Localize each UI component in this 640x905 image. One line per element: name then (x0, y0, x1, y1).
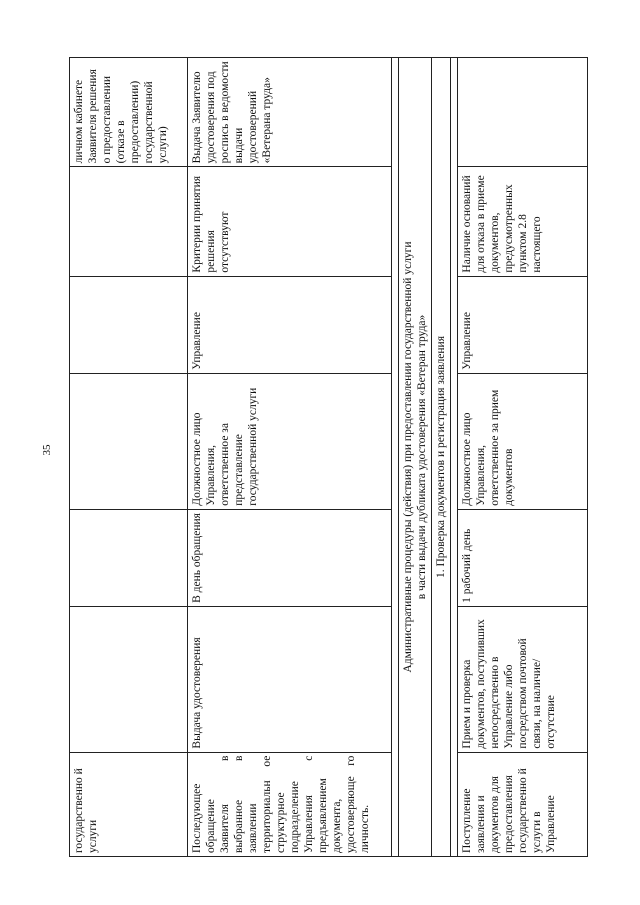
page-number: 35 (41, 444, 53, 456)
cell-top-empty-5 (70, 276, 188, 373)
cell-top-result: личном кабинете Заявителя решения о предоставлении (отказе в предоставлении) государственной услуги) (70, 58, 188, 167)
cell-top-empty-6 (70, 167, 188, 276)
table-row-spacer (392, 58, 399, 857)
procedure-table-container (69, 57, 565, 857)
cell-repeat-action: Выдача удостоверения (188, 606, 392, 752)
cell-receipt-result (458, 58, 588, 167)
cell-repeat-place: Управление (188, 276, 392, 373)
cell-top-step: государственно й услуги (70, 752, 188, 856)
spacer-cell-2 (451, 58, 458, 857)
table-row-section-heading (399, 58, 432, 857)
cell-repeat-official: Должностное лицо Управления, ответственное за представление государственной услуги (188, 373, 392, 509)
procedure-table (69, 57, 588, 857)
cell-repeat-result: Выдача Заявителю удостоверения под роспись в ведомости выдачи удостоверений «Ветерана труда» (188, 58, 392, 167)
table-row-repeat-visit (188, 58, 392, 857)
cell-repeat-step: Последующее обращение Заявителя в выбранное в заявлении территориальн ое структурное подразделение Управления с предъявлением документа, удостоверяюще го личность. (188, 752, 392, 856)
subsection-heading: 1. Проверка документов и регистрация заявления (432, 58, 451, 857)
cell-repeat-criteria: Критерии принятия решения отсутствуют (188, 167, 392, 276)
cell-receipt-step: Поступление заявления и документов для предоставления государственно й услуги в Управление (458, 752, 588, 856)
cell-receipt-term: 1 рабочий день (458, 509, 588, 606)
cell-receipt-official: Должностное лицо Управления, ответственное за прием документов (458, 373, 588, 509)
section-heading (399, 58, 432, 857)
cell-top-empty-2 (70, 606, 188, 752)
cell-top-empty-4 (70, 373, 188, 509)
cell-receipt-criteria: Наличие оснований для отказа в приеме документов, предусмотренных пунктом 2.8 настоящего (458, 167, 588, 276)
cell-top-empty-3 (70, 509, 188, 606)
section-heading-line-2: в части выдачи дубликата удостоверения «Ветеран труда» (416, 314, 428, 600)
cell-repeat-term: В день обращения (188, 509, 392, 606)
table-row-subsection-heading (432, 58, 451, 857)
cell-receipt-action: Прием и проверка документов, поступивших непосредственно в Управление либо посредством почтовой связи, на наличие/отсутствие (458, 606, 588, 752)
cell-receipt-place: Управление (458, 276, 588, 373)
rotated-table-sheet (69, 57, 565, 857)
table-row-receipt (458, 58, 588, 857)
table-row-spacer-2 (451, 58, 458, 857)
table-row-top (70, 58, 188, 857)
spacer-cell (392, 58, 399, 857)
section-heading-line-1: Административные процедуры (действия) при предоставлении государственной услуги (402, 241, 414, 673)
